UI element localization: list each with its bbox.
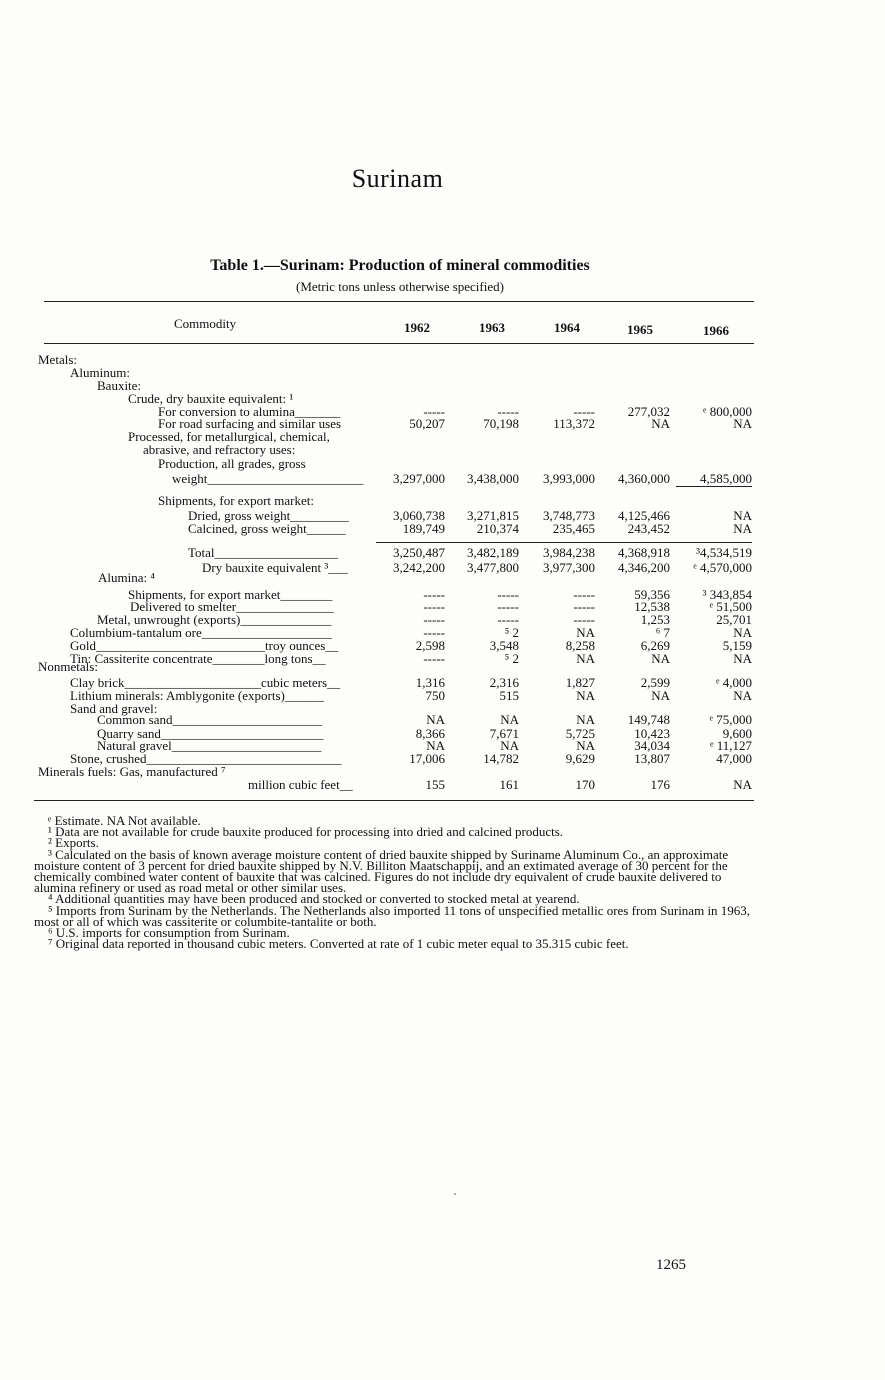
cell-1962: NA (426, 738, 445, 753)
cell-1964: ----- (573, 404, 595, 419)
table-row (0, 458, 885, 470)
cell-1962: 2,598 (415, 638, 445, 653)
footnotes (34, 813, 754, 952)
cell-1965: NA (651, 416, 670, 431)
row-label: Clay brick_____________________cubic meters__ (70, 675, 341, 690)
cell-1962: ----- (423, 599, 445, 614)
cell-1962: ----- (423, 625, 445, 640)
cell-1964: 113,372 (553, 416, 595, 431)
cell-1965: 34,034 (634, 738, 670, 753)
cell-1963: 210,374 (476, 521, 519, 536)
row-label: Stone, crushed______________________________ (70, 751, 342, 766)
row-label: Bauxite: (97, 378, 142, 393)
table-title: Table 1.—Surinam: Production of mineral commodities (210, 257, 590, 274)
row-label: million cubic feet__ (248, 777, 353, 792)
cell-1966: NA (733, 651, 752, 666)
cell-1966: NA (733, 688, 752, 703)
cell-1965: 243,452 (627, 521, 670, 536)
cell-1965: 12,538 (634, 599, 670, 614)
cell-1964: 3,748,773 (543, 508, 595, 523)
header-1966: 1966 (703, 323, 729, 338)
row-label: Shipments, for export market: (158, 493, 314, 508)
cell-1962: ----- (423, 651, 445, 666)
row-label: Crude, dry bauxite equivalent: ¹ (128, 391, 294, 406)
footnote: ⁵ Imports from Surinam by the Netherlands. The Netherlands also imported 11 tons of unspecified metallic ores from Surinam in 1963, most or all of which was cassiterite or columbite-tantalite or both. (34, 902, 751, 929)
cell-1966: 25,701 (716, 612, 752, 627)
cell-1966: ᵉ 800,000 (703, 404, 752, 419)
cell-1963: 3,477,800 (467, 560, 519, 575)
row-label: Aluminum: (70, 365, 130, 380)
table-row (0, 547, 885, 559)
cell-1966: NA (733, 521, 752, 536)
header-commodity: Commodity (174, 316, 237, 331)
cell-1964: 3,977,300 (543, 560, 595, 575)
cell-1963: ----- (497, 612, 519, 627)
row-label: Processed, for metallurgical, chemical, (128, 429, 330, 444)
cell-1966: NA (733, 625, 752, 640)
cell-1963: NA (500, 712, 519, 727)
row-label: Natural gravel_______________________ (97, 738, 322, 753)
cell-1966: NA (733, 416, 752, 431)
cell-1963: 3,482,189 (467, 545, 519, 560)
cell-1965: 1,253 (640, 612, 670, 627)
cell-1966: ᵉ 11,127 (710, 738, 752, 753)
cell-1962: 3,242,200 (393, 560, 445, 575)
cell-1963: 161 (499, 777, 519, 792)
row-label: Lithium minerals: Amblygonite (exports)______ (70, 688, 324, 703)
cell-1963: 2,316 (489, 675, 519, 690)
cell-1964: ----- (573, 599, 595, 614)
row-label: abrasive, and refractory uses: (143, 442, 296, 457)
cell-1964: 3,984,238 (543, 545, 595, 560)
row-label: Alumina: ⁴ (98, 570, 155, 585)
cell-1965: 277,032 (627, 404, 670, 419)
cell-1965: 176 (650, 777, 670, 792)
row-label: Dried, gross weight_________ (188, 508, 349, 523)
cell-1962: 750 (425, 688, 445, 703)
cell-1963: ----- (497, 599, 519, 614)
table-row (0, 572, 885, 584)
total-rule (376, 542, 752, 543)
row-label: Total___________________ (188, 545, 339, 560)
table-row (0, 444, 885, 456)
cell-1965: 4,360,000 (618, 471, 670, 486)
cell-1964: 170 (575, 777, 595, 792)
row-label: Production, all grades, gross (158, 456, 306, 471)
cell-1965: 6,269 (640, 638, 670, 653)
row-label: Calcined, gross weight______ (188, 521, 346, 536)
cell-1964: NA (576, 688, 595, 703)
cell-1966: 4,585,000 (700, 471, 752, 486)
cell-1966: ³ 343,854 (702, 587, 752, 602)
cell-1963: ⁵ 2 (504, 651, 519, 666)
cell-1966: ³4,534,519 (696, 545, 752, 560)
cell-1966: ᵉ 4,000 (716, 675, 752, 690)
cell-1966: ᵉ 75,000 (709, 712, 752, 727)
cell-1963: 14,782 (483, 751, 519, 766)
cell-1965: 13,807 (634, 751, 670, 766)
row-label: Nonmetals: (38, 659, 98, 674)
cell-1963: 70,198 (483, 416, 519, 431)
cell-1962: 8,366 (415, 726, 445, 741)
cell-1962: 3,060,738 (393, 508, 445, 523)
cell-1962: ----- (423, 587, 445, 602)
cell-1963: ⁵ 2 (504, 625, 519, 640)
cell-1962: NA (426, 712, 445, 727)
row-label: For road surfacing and similar uses (158, 416, 342, 431)
footnote: ⁴ Additional quantities may have been produced and stocked or converted to stocked metal at yearend. (48, 891, 580, 907)
cell-1963: ----- (497, 404, 519, 419)
cell-1966: NA (733, 508, 752, 523)
cell-1963: NA (500, 738, 519, 753)
header-1962: 1962 (404, 320, 430, 335)
cell-1964: 8,258 (565, 638, 595, 653)
cell-1962: ----- (423, 612, 445, 627)
row-label: Common sand_______________________ (97, 712, 322, 727)
row-label: Sand and gravel: (70, 701, 158, 716)
cell-1965: 4,368,918 (618, 545, 670, 560)
row-label: For conversion to alumina_______ (158, 404, 341, 419)
row-label: Gold__________________________troy ounces__ (70, 638, 339, 653)
cell-1965: 2,599 (640, 675, 670, 690)
cell-1962: 17,006 (409, 751, 445, 766)
footnote: ᵉ Estimate. NA Not available. (48, 813, 201, 828)
row-label: Dry bauxite equivalent ³___ (202, 560, 348, 575)
cell-1966: ᵉ 4,570,000 (693, 560, 752, 575)
speck (454, 1193, 456, 1195)
cell-1963: 3,548 (489, 638, 519, 653)
table-row (0, 431, 885, 443)
footnote: ¹ Data are not available for crude bauxite produced for processing into dried and calcined products. (48, 824, 564, 840)
cell-1963: 3,438,000 (467, 471, 519, 486)
table-row (0, 661, 885, 673)
cell-1965: 4,346,200 (618, 560, 670, 575)
weight-rule (676, 486, 752, 487)
cell-1965: NA (651, 651, 670, 666)
cell-1965: 10,423 (634, 726, 670, 741)
table-row (0, 714, 885, 726)
cell-1963: 3,271,815 (467, 508, 519, 523)
cell-1964: ----- (573, 612, 595, 627)
cell-1965: 4,125,466 (618, 508, 670, 523)
cell-1964: NA (576, 712, 595, 727)
table-row (0, 495, 885, 507)
row-label: Tin: Cassiterite concentrate________long tons__ (70, 651, 326, 666)
cell-1962: 155 (425, 777, 445, 792)
cell-1962: ----- (423, 404, 445, 419)
table-row (0, 354, 885, 366)
cell-1963: 515 (499, 688, 519, 703)
header-1963: 1963 (479, 320, 505, 335)
cell-1965: ⁶ 7 (655, 625, 670, 640)
row-label: Columbium-tantalum ore____________________ (70, 625, 332, 640)
cell-1962: 50,207 (409, 416, 445, 431)
row-label: Delivered to smelter_______________ (130, 599, 334, 614)
page-title: Surinam (351, 164, 444, 193)
header-1964: 1964 (554, 320, 580, 335)
cell-1962: 3,250,487 (393, 545, 445, 560)
cell-1964: ----- (573, 587, 595, 602)
cell-1964: 5,725 (565, 726, 595, 741)
row-label: Shipments, for export market________ (128, 587, 333, 602)
cell-1964: 9,629 (565, 751, 595, 766)
cell-1966: 5,159 (722, 638, 752, 653)
page-number: 1265 (656, 1257, 686, 1273)
cell-1962: 1,316 (415, 675, 445, 690)
cell-1964: NA (576, 651, 595, 666)
footnote: ³ Calculated on the basis of known average moisture content of dried bauxite shipped by Suriname Aluminum Co., an approximate moisture content of 3 percent for dried bauxite shipped by N.V. Billiton Maatschappij, and an extimated average of 30 percent for the chemically combined water content of bauxite that was calcined. Figures do not include dry equivalent of crude bauxite delivered to alumina refinery or used as road metal or other similar uses. (34, 846, 729, 896)
footnote: ⁷ Original data reported in thousand cubic meters. Converted at rate of 1 cubic meter equal to 35.315 cubic feet. (48, 936, 629, 952)
table-row (0, 523, 885, 535)
row-label: weight________________________ (172, 471, 364, 486)
header-1965: 1965 (627, 322, 653, 337)
cell-1966: ᵉ 51,500 (709, 599, 752, 614)
cell-1964: 3,993,000 (543, 471, 595, 486)
cell-1964: NA (576, 738, 595, 753)
cell-1966: NA (733, 777, 752, 792)
footnote: ⁶ U.S. imports for consumption from Surinam. (48, 925, 290, 941)
cell-1962: 189,749 (402, 521, 445, 536)
cell-1964: 235,465 (552, 521, 595, 536)
cell-1964: NA (576, 625, 595, 640)
row-label: Quarry sand_________________________ (97, 726, 324, 741)
table-subtitle: (Metric tons unless otherwise specified) (296, 279, 504, 294)
table-row (0, 473, 885, 485)
cell-1966: 47,000 (716, 751, 752, 766)
cell-1962: 3,297,000 (393, 471, 445, 486)
row-label: Metals: (38, 352, 77, 367)
cell-1963: ----- (497, 587, 519, 602)
cell-1963: 7,671 (489, 726, 519, 741)
table-row (0, 779, 885, 791)
row-label: Minerals fuels: Gas, manufactured ⁷ (38, 764, 226, 779)
cell-1965: 59,356 (634, 587, 670, 602)
cell-1965: 149,748 (627, 712, 670, 727)
cell-1965: NA (651, 688, 670, 703)
cell-1966: 9,600 (722, 726, 752, 741)
footnote: ² Exports. (48, 835, 99, 851)
cell-1964: 1,827 (565, 675, 595, 690)
row-label: Metal, unwrought (exports)______________ (97, 612, 332, 627)
